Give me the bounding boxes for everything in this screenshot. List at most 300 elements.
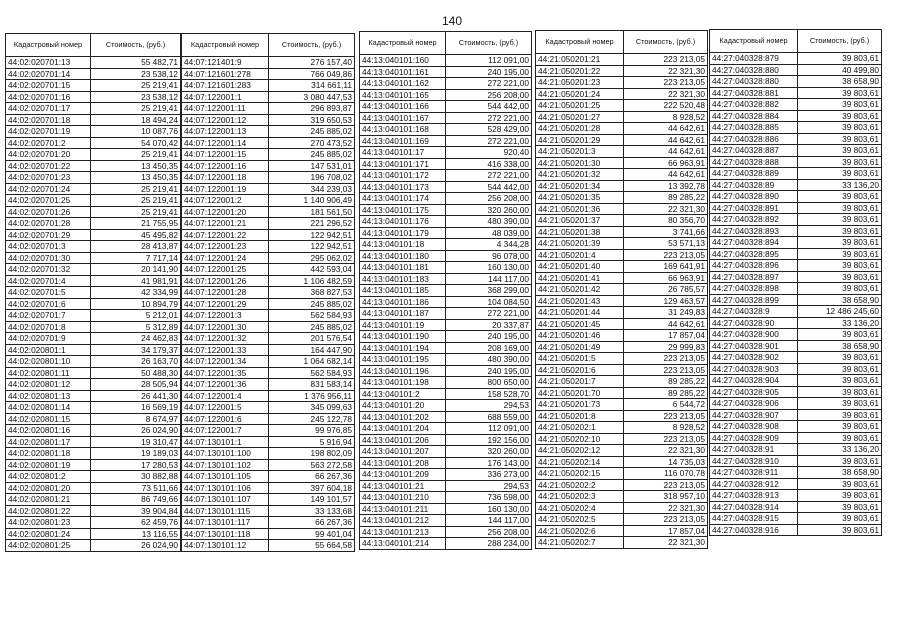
cost-cell: 39 803,61 [798, 214, 882, 226]
cost-cell: 55 664,58 [269, 540, 355, 552]
table-row [536, 364, 708, 376]
cadastral-number-cell: 44:13:040101:175 [360, 204, 446, 216]
cost-cell: 270 473,52 [269, 137, 355, 149]
cost-cell: 831 583,14 [269, 379, 355, 391]
table-row [360, 457, 532, 469]
table-row [182, 528, 355, 540]
cadastral-number-cell: 44:27:040328:881 [710, 87, 798, 99]
table-row [710, 513, 882, 525]
header-cost: Стоимость, (руб.) [269, 34, 355, 57]
cadastral-number-cell: 44:13:040101:162 [360, 78, 446, 90]
cadastral-number-cell: 44:27:040328:891 [710, 202, 798, 214]
table-row [182, 390, 355, 402]
cost-cell: 66 963,91 [624, 157, 708, 169]
table-row [360, 365, 532, 377]
table-row [360, 227, 532, 239]
table-row [536, 422, 708, 434]
cadastral-number-cell: 44:27:040328:908 [710, 421, 798, 433]
table-row [360, 296, 532, 308]
cadastral-number-cell: 44:02:020801:15 [6, 413, 91, 425]
table-row [710, 444, 882, 456]
cadastral-number-cell: 44:07:122001:16 [182, 160, 269, 172]
table-row [360, 377, 532, 389]
cadastral-number-cell: 44:07:122001:18 [182, 172, 269, 184]
cost-cell: 800 650,00 [446, 377, 532, 389]
cadastral-number-cell: 44:21:050201:25 [536, 100, 624, 112]
cadastral-number-cell: 44:02:020801:14 [6, 402, 91, 414]
table-row [536, 341, 708, 353]
table-row [536, 77, 708, 89]
cadastral-number-cell: 44:07:122001:26 [182, 275, 269, 287]
table-row [710, 260, 882, 272]
table-row [182, 287, 355, 299]
cadastral-number-cell: 44:13:040101:17 [360, 147, 446, 159]
table-row [360, 434, 532, 446]
cost-cell: 39 803,61 [798, 501, 882, 513]
table-row [710, 467, 882, 479]
cadastral-number-cell: 44:27:040328:897 [710, 271, 798, 283]
table-row [182, 356, 355, 368]
cost-cell: 223 213,05 [624, 353, 708, 365]
cadastral-number-cell: 44:27:040328:894 [710, 237, 798, 249]
cadastral-number-cell: 44:02:020801:24 [6, 528, 91, 540]
table-row [710, 202, 882, 214]
table-row [360, 308, 532, 320]
cost-cell: 20 141,90 [91, 264, 181, 276]
cost-cell: 19 310,47 [91, 436, 181, 448]
cost-cell: 920,40 [446, 147, 532, 159]
cost-cell: 562 584,93 [269, 367, 355, 379]
cadastral-number-cell: 44:27:040328:884 [710, 110, 798, 122]
cost-cell: 38 658,90 [798, 76, 882, 88]
cost-cell: 39 803,61 [798, 375, 882, 387]
cadastral-number-cell: 44:02:020801:17 [6, 436, 91, 448]
cadastral-number-cell: 44:21:050201:36 [536, 203, 624, 215]
cadastral-number-cell: 44:13:040101:204 [360, 423, 446, 435]
cost-cell: 39 803,61 [798, 202, 882, 214]
cadastral-number-cell: 44:21:050202:5 [536, 514, 624, 526]
cadastral-number-cell: 44:07:122001:25 [182, 264, 269, 276]
cadastral-number-cell: 44:02:020701:13 [6, 57, 91, 69]
cost-cell: 319 650,53 [269, 114, 355, 126]
cost-cell: 104 084,50 [446, 296, 532, 308]
table-row [536, 295, 708, 307]
table-row [360, 480, 532, 492]
table-row [6, 471, 181, 483]
cadastral-number-cell: 44:27:040328:886 [710, 133, 798, 145]
cost-cell: 39 803,61 [798, 363, 882, 375]
cost-cell: 144 117,00 [446, 515, 532, 527]
table-row [536, 410, 708, 422]
cost-cell: 272 221,00 [446, 78, 532, 90]
cadastral-number-cell: 44:27:040328:904 [710, 375, 798, 387]
table-row [536, 203, 708, 215]
table-row [6, 459, 181, 471]
table-row [710, 179, 882, 191]
cadastral-number-cell: 44:27:040328:914 [710, 501, 798, 513]
cost-cell: 528 429,00 [446, 124, 532, 136]
cadastral-number-cell: 44:07:122001:11 [182, 103, 269, 115]
cadastral-number-cell: 44:27:040328:909 [710, 432, 798, 444]
table-row [182, 183, 355, 195]
table-row [710, 76, 882, 88]
cadastral-number-cell: 44:27:040328:880 [710, 76, 798, 88]
cost-cell: 8 928,52 [624, 422, 708, 434]
cadastral-number-cell: 44:07:121601:278 [182, 68, 269, 80]
table-row [710, 340, 882, 352]
cadastral-number-cell: 44:21:050202:6 [536, 525, 624, 537]
table-header-row [182, 34, 355, 57]
table-row [182, 333, 355, 345]
cadastral-number-cell: 44:13:040101:174 [360, 193, 446, 205]
cadastral-number-cell: 44:07:122001:15 [182, 149, 269, 161]
cadastral-number-cell: 44:21:050201:34 [536, 180, 624, 192]
cadastral-number-cell: 44:13:040101:168 [360, 124, 446, 136]
cadastral-number-cell: 44:02:020701:29 [6, 229, 91, 241]
table-row [710, 168, 882, 180]
table-row [536, 169, 708, 181]
cadastral-number-cell: 44:13:040101:172 [360, 170, 446, 182]
cost-cell: 158 528,70 [446, 388, 532, 400]
cost-cell: 30 882,88 [91, 471, 181, 483]
cadastral-number-cell: 44:27:040328:906 [710, 398, 798, 410]
cadastral-number-cell: 44:02:020801:2 [6, 471, 91, 483]
cost-cell: 344 239,03 [269, 183, 355, 195]
cost-cell: 39 803,61 [798, 99, 882, 111]
cost-cell: 34 179,37 [91, 344, 181, 356]
cost-cell: 122 942,51 [269, 229, 355, 241]
table-row [536, 88, 708, 100]
header-cost: Стоимость, (руб.) [91, 34, 181, 57]
cost-cell: 39 803,61 [798, 329, 882, 341]
cadastral-number-cell: 44:13:040101:161 [360, 66, 446, 78]
cost-cell: 8 674,97 [91, 413, 181, 425]
cadastral-number-cell: 44:27:040328:90 [710, 317, 798, 329]
cost-cell: 544 442,00 [446, 181, 532, 193]
cadastral-number-cell: 44:02:020701:28 [6, 218, 91, 230]
table-row [182, 206, 355, 218]
table-row [6, 448, 181, 460]
cost-cell: 44 642,61 [624, 146, 708, 158]
header-cadastral-number: Кадастровый номер [6, 34, 91, 57]
cadastral-number-cell: 44:21:050202:2 [536, 479, 624, 491]
cost-cell: 38 658,90 [798, 340, 882, 352]
cadastral-number-cell: 44:21:050201:23 [536, 77, 624, 89]
cadastral-table-3 [359, 31, 532, 550]
cadastral-number-cell: 44:07:130101:118 [182, 528, 269, 540]
table-row [536, 272, 708, 284]
cadastral-number-cell: 44:21:050201:49 [536, 341, 624, 353]
cost-cell: 66 267,36 [269, 517, 355, 529]
cost-cell: 22 321,30 [624, 88, 708, 100]
cadastral-number-cell: 44:21:050201:45 [536, 318, 624, 330]
cadastral-number-cell: 44:07:122001:30 [182, 321, 269, 333]
cost-cell: 10 087,76 [91, 126, 181, 138]
cadastral-number-cell: 44:02:020701:16 [6, 91, 91, 103]
cadastral-number-cell: 44:02:020801:1 [6, 344, 91, 356]
cadastral-number-cell: 44:21:050201:3 [536, 146, 624, 158]
cost-cell: 38 658,90 [798, 467, 882, 479]
table-row [182, 540, 355, 552]
cost-cell: 66 963,91 [624, 272, 708, 284]
table-row [360, 170, 532, 182]
cadastral-number-cell: 44:07:122001:24 [182, 252, 269, 264]
cadastral-number-cell: 44:02:020701:32 [6, 264, 91, 276]
cadastral-number-cell: 44:27:040328:89 [710, 179, 798, 191]
cost-cell: 112 091,00 [446, 423, 532, 435]
table-row [6, 183, 181, 195]
cadastral-number-cell: 44:13:040101:179 [360, 227, 446, 239]
cadastral-number-cell: 44:02:020801:23 [6, 517, 91, 529]
table-row [182, 517, 355, 529]
cadastral-number-cell: 44:21:050201:4 [536, 249, 624, 261]
cost-cell: 19 189,03 [91, 448, 181, 460]
cadastral-number-cell: 44:21:050201:70 [536, 387, 624, 399]
table-row [360, 515, 532, 527]
table-row [182, 126, 355, 138]
cadastral-number-cell: 44:27:040328:890 [710, 191, 798, 203]
cost-cell: 26 024,90 [91, 540, 181, 552]
cadastral-number-cell: 44:02:020801:18 [6, 448, 91, 460]
cadastral-number-cell: 44:21:050201:30 [536, 157, 624, 169]
cadastral-number-cell: 44:27:040328:901 [710, 340, 798, 352]
cost-cell: 39 803,61 [798, 478, 882, 490]
cadastral-number-cell: 44:07:130101:115 [182, 505, 269, 517]
cost-cell: 73 511,66 [91, 482, 181, 494]
table-row [6, 390, 181, 402]
cost-cell: 416 338,00 [446, 158, 532, 170]
table-row [182, 91, 355, 103]
table-row [360, 89, 532, 101]
table-row [360, 193, 532, 205]
cost-cell: 3 741,66 [624, 226, 708, 238]
cost-cell: 397 604,18 [269, 482, 355, 494]
table-row [182, 344, 355, 356]
cadastral-number-cell: 44:13:040101:187 [360, 308, 446, 320]
cost-cell: 40 499,80 [798, 64, 882, 76]
cadastral-number-cell: 44:21:050201:21 [536, 54, 624, 66]
table-row [360, 181, 532, 193]
cadastral-number-cell: 44:13:040101:214 [360, 538, 446, 550]
table-header-row [710, 30, 882, 53]
cadastral-number-cell: 44:13:040101:198 [360, 377, 446, 389]
table-row [710, 329, 882, 341]
table-row [360, 216, 532, 228]
cost-cell: 39 803,61 [798, 110, 882, 122]
cost-cell: 25 219,41 [91, 103, 181, 115]
table-row [360, 66, 532, 78]
cost-cell: 33 136,20 [798, 179, 882, 191]
cadastral-number-cell: 44:27:040328:915 [710, 513, 798, 525]
table-row [710, 156, 882, 168]
cadastral-number-cell: 44:07:122001:19 [182, 183, 269, 195]
cadastral-number-cell: 44:27:040328:911 [710, 467, 798, 479]
cadastral-number-cell: 44:21:050201:44 [536, 307, 624, 319]
table-row [360, 411, 532, 423]
table-row [6, 298, 181, 310]
cost-cell: 39 803,61 [798, 455, 882, 467]
cadastral-number-cell: 44:02:020701:9 [6, 333, 91, 345]
cost-cell: 50 488,30 [91, 367, 181, 379]
table-row [6, 68, 181, 80]
cost-cell: 736 598,00 [446, 492, 532, 504]
cost-cell: 8 928,52 [624, 111, 708, 123]
cadastral-number-cell: 44:13:040101:206 [360, 434, 446, 446]
cadastral-number-cell: 44:07:122001:34 [182, 356, 269, 368]
cadastral-number-cell: 44:07:130101:102 [182, 459, 269, 471]
cost-cell: 1 106 482,59 [269, 275, 355, 287]
cost-cell: 25 219,41 [91, 206, 181, 218]
cadastral-number-cell: 44:27:040328:912 [710, 478, 798, 490]
cadastral-number-cell: 44:07:121401:9 [182, 57, 269, 69]
cadastral-number-cell: 44:02:020701:22 [6, 160, 91, 172]
cost-cell: 368 299,00 [446, 285, 532, 297]
table-row [710, 87, 882, 99]
cadastral-number-cell: 44:13:040101:186 [360, 296, 446, 308]
cost-cell: 45 495,82 [91, 229, 181, 241]
cost-cell: 256 208,00 [446, 526, 532, 538]
table-row [536, 238, 708, 250]
table-row [182, 298, 355, 310]
table-row [536, 249, 708, 261]
table-row [182, 425, 355, 437]
cadastral-number-cell: 44:02:020701:8 [6, 321, 91, 333]
table-row [182, 149, 355, 161]
cadastral-number-cell: 44:13:040101:210 [360, 492, 446, 504]
cost-cell: 245 885,02 [269, 321, 355, 333]
cost-cell: 294,53 [446, 400, 532, 412]
cost-cell: 122 942,51 [269, 241, 355, 253]
cadastral-number-cell: 44:27:040328:896 [710, 260, 798, 272]
cadastral-number-cell: 44:13:040101:196 [360, 365, 446, 377]
cadastral-number-cell: 44:02:020801:11 [6, 367, 91, 379]
cost-cell: 39 803,61 [798, 513, 882, 525]
cost-cell: 245 122,78 [269, 413, 355, 425]
table-row [182, 80, 355, 92]
table-row [536, 514, 708, 526]
cost-cell: 89 285,22 [624, 387, 708, 399]
cadastral-number-cell: 44:02:020701:26 [6, 206, 91, 218]
table-row [360, 526, 532, 538]
table-row [710, 99, 882, 111]
table-row [182, 114, 355, 126]
table-row [710, 133, 882, 145]
table-row [360, 239, 532, 251]
cadastral-number-cell: 44:21:050202:15 [536, 468, 624, 480]
cadastral-number-cell: 44:02:020801:10 [6, 356, 91, 368]
table-row [710, 375, 882, 387]
table-row [710, 191, 882, 203]
table-row [182, 448, 355, 460]
table-row [360, 538, 532, 550]
cadastral-number-cell: 44:27:040328:903 [710, 363, 798, 375]
cadastral-number-cell: 44:27:040328:905 [710, 386, 798, 398]
table-row [6, 149, 181, 161]
table-row [536, 54, 708, 66]
table-row [182, 137, 355, 149]
cadastral-number-cell: 44:21:050202:12 [536, 445, 624, 457]
cadastral-number-cell: 44:07:130101:100 [182, 448, 269, 460]
table-row [710, 294, 882, 306]
table-row [536, 180, 708, 192]
cadastral-number-cell: 44:13:040101:183 [360, 273, 446, 285]
table-header-row [360, 32, 532, 55]
cost-cell: 345 099,63 [269, 402, 355, 414]
cadastral-number-cell: 44:07:122001:4 [182, 390, 269, 402]
cadastral-number-cell: 44:27:040328:898 [710, 283, 798, 295]
table-row [360, 503, 532, 515]
table-row [360, 101, 532, 113]
cost-cell: 1 064 682,14 [269, 356, 355, 368]
cost-cell: 66 267,36 [269, 471, 355, 483]
cadastral-number-cell: 44:13:040101:167 [360, 112, 446, 124]
cost-cell: 39 803,61 [798, 156, 882, 168]
cost-cell: 272 221,00 [446, 135, 532, 147]
cadastral-number-cell: 44:21:050202:3 [536, 491, 624, 503]
table-row [182, 321, 355, 333]
cadastral-number-cell: 44:21:050201:39 [536, 238, 624, 250]
table-row [182, 436, 355, 448]
table-row [6, 505, 181, 517]
cadastral-number-cell: 44:27:040328:880 [710, 64, 798, 76]
cadastral-number-cell: 44:21:050201:38 [536, 226, 624, 238]
cadastral-number-cell: 44:02:020701:23 [6, 172, 91, 184]
cadastral-number-cell: 44:02:020801:21 [6, 494, 91, 506]
cadastral-number-cell: 44:07:122001:14 [182, 137, 269, 149]
table-row [360, 400, 532, 412]
table-row [6, 344, 181, 356]
cost-cell: 276 157,40 [269, 57, 355, 69]
cadastral-table-5 [709, 29, 882, 536]
cost-cell: 223 213,05 [624, 514, 708, 526]
cost-cell: 256 208,00 [446, 193, 532, 205]
cadastral-number-cell: 44:13:040101:211 [360, 503, 446, 515]
cadastral-number-cell: 44:13:040101:165 [360, 89, 446, 101]
cost-cell: 44 642,61 [624, 123, 708, 135]
cost-cell: 31 249,83 [624, 307, 708, 319]
cost-cell: 39 803,61 [798, 122, 882, 134]
cadastral-table-4 [535, 30, 708, 549]
table-row [710, 490, 882, 502]
table-row [536, 123, 708, 135]
cadastral-number-cell: 44:27:040328:885 [710, 122, 798, 134]
table-row [360, 124, 532, 136]
table-row [360, 354, 532, 366]
table-row [182, 252, 355, 264]
cost-cell: 13 116,55 [91, 528, 181, 540]
table-row [360, 112, 532, 124]
cost-cell: 368 827,53 [269, 287, 355, 299]
cadastral-number-cell: 44:27:040328:893 [710, 225, 798, 237]
table-row [6, 57, 181, 69]
table-row [710, 352, 882, 364]
table-row [6, 287, 181, 299]
cadastral-number-cell: 44:07:130101:107 [182, 494, 269, 506]
table-row [710, 478, 882, 490]
cadastral-number-cell: 44:27:040328:91 [710, 444, 798, 456]
cost-cell: 221 296,52 [269, 218, 355, 230]
table-row [360, 273, 532, 285]
cost-cell: 192 156,00 [446, 434, 532, 446]
cost-cell: 13 392,78 [624, 180, 708, 192]
table-row [6, 333, 181, 345]
cost-cell: 99 976,85 [269, 425, 355, 437]
cost-cell: 22 321,30 [624, 203, 708, 215]
cost-cell: 39 803,61 [798, 225, 882, 237]
cadastral-number-cell: 44:27:040328:902 [710, 352, 798, 364]
cost-cell: 272 221,00 [446, 170, 532, 182]
table-row [6, 425, 181, 437]
